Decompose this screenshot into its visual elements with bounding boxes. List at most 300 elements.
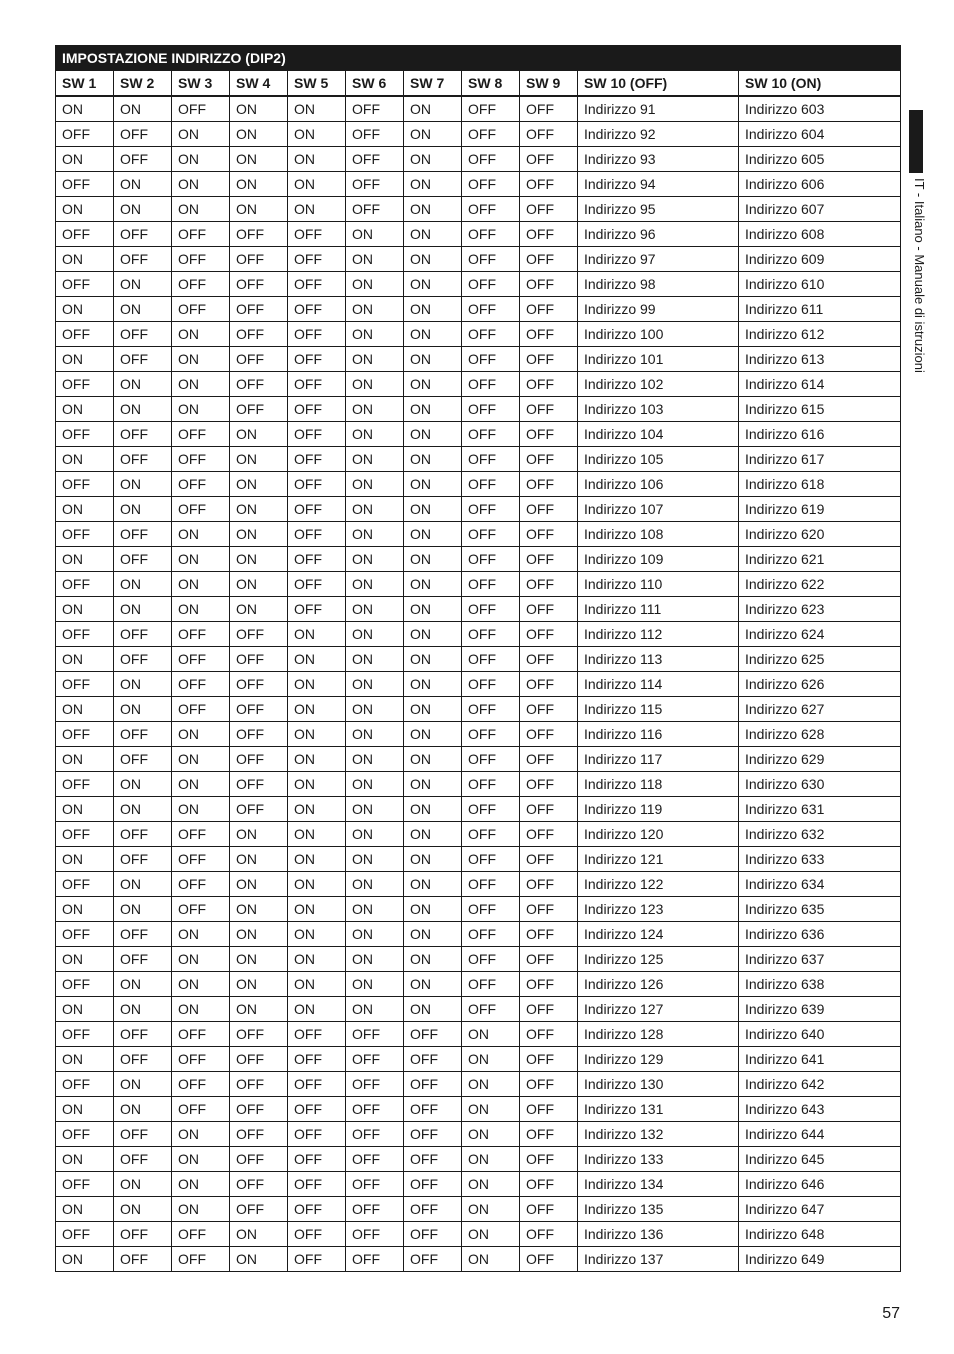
table-cell: OFF [114,1222,172,1247]
table-row [56,572,901,597]
table-cell: OFF [520,422,578,447]
table-cell: Indirizzo 120 [578,822,739,847]
table-cell: OFF [462,347,520,372]
table-cell: Indirizzo 646 [739,1172,901,1197]
table-cell: ON [346,322,404,347]
table-cell: Indirizzo 612 [739,322,901,347]
table-cell: OFF [462,447,520,472]
table-cell: ON [346,272,404,297]
table-row [56,1172,901,1197]
table-cell: ON [288,147,346,172]
table-cell: OFF [462,897,520,922]
table-cell: OFF [520,622,578,647]
table-cell: OFF [114,747,172,772]
table-row [56,1047,901,1072]
table-cell: OFF [114,222,172,247]
table-cell: ON [230,972,288,997]
table-cell: OFF [114,347,172,372]
table-cell: OFF [520,1122,578,1147]
table-cell: ON [462,1172,520,1197]
table-cell: OFF [114,822,172,847]
table-cell: ON [288,847,346,872]
table-cell: ON [230,997,288,1022]
table-cell: ON [404,647,462,672]
table-cell: Indirizzo 632 [739,822,901,847]
table-cell: Indirizzo 106 [578,472,739,497]
table-cell: OFF [520,1197,578,1222]
table-cell: ON [56,247,114,272]
table-cell: OFF [520,647,578,672]
table-cell: OFF [462,497,520,522]
table-cell: ON [404,897,462,922]
table-cell: OFF [56,922,114,947]
table-cell: OFF [346,147,404,172]
table-cell: ON [172,947,230,972]
table-cell: ON [230,572,288,597]
table-row [56,522,901,547]
table-cell: OFF [520,822,578,847]
table-cell: ON [172,747,230,772]
table-header-row [56,71,901,97]
table-cell: OFF [288,297,346,322]
table-cell: ON [462,1122,520,1147]
table-cell: ON [172,172,230,197]
table-cell: ON [346,672,404,697]
table-cell: OFF [346,1222,404,1247]
table-cell: OFF [114,247,172,272]
table-cell: OFF [56,272,114,297]
table-row [56,797,901,822]
table-cell: OFF [288,1097,346,1122]
table-cell: Indirizzo 126 [578,972,739,997]
table-cell: Indirizzo 625 [739,647,901,672]
table-cell: Indirizzo 114 [578,672,739,697]
table-cell: OFF [230,647,288,672]
table-cell: OFF [404,1022,462,1047]
table-cell: ON [346,947,404,972]
table-cell: ON [346,872,404,897]
column-header: SW 5 [288,71,346,97]
table-cell: OFF [230,222,288,247]
table-cell: ON [114,572,172,597]
table-cell: OFF [404,1047,462,1072]
table-cell: OFF [56,722,114,747]
table-cell: OFF [56,972,114,997]
table-cell: ON [56,747,114,772]
table-cell: OFF [462,547,520,572]
table-cell: OFF [114,122,172,147]
table-cell: OFF [520,472,578,497]
table-cell: OFF [288,1022,346,1047]
table-cell: ON [172,1122,230,1147]
table-cell: ON [230,597,288,622]
table-row [56,747,901,772]
table-cell: OFF [114,147,172,172]
table-cell: OFF [288,322,346,347]
column-header: SW 4 [230,71,288,97]
table-cell: OFF [56,772,114,797]
table-cell: OFF [462,272,520,297]
table-cell: OFF [520,1022,578,1047]
table-cell: ON [114,1072,172,1097]
table-cell: OFF [288,272,346,297]
table-cell: ON [404,622,462,647]
table-cell: Indirizzo 107 [578,497,739,522]
table-cell: OFF [288,1222,346,1247]
table-cell: Indirizzo 610 [739,272,901,297]
table-cell: OFF [404,1172,462,1197]
table-cell: ON [114,197,172,222]
table-row [56,1147,901,1172]
table-cell: OFF [56,1072,114,1097]
table-cell: OFF [288,572,346,597]
table-cell: OFF [172,422,230,447]
table-cell: Indirizzo 619 [739,497,901,522]
table-cell: ON [56,1097,114,1122]
column-header: SW 9 [520,71,578,97]
table-cell: OFF [346,1097,404,1122]
table-cell: OFF [520,947,578,972]
table-cell: Indirizzo 119 [578,797,739,822]
table-cell: ON [346,297,404,322]
table-cell: ON [56,1047,114,1072]
table-cell: ON [230,822,288,847]
table-cell: OFF [230,622,288,647]
table-cell: Indirizzo 626 [739,672,901,697]
table-cell: OFF [172,1222,230,1247]
table-cell: Indirizzo 132 [578,1122,739,1147]
table-cell: Indirizzo 134 [578,1172,739,1197]
table-cell: OFF [462,322,520,347]
table-cell: ON [288,922,346,947]
table-cell: OFF [520,772,578,797]
table-cell: Indirizzo 648 [739,1222,901,1247]
table-cell: OFF [230,797,288,822]
table-cell: Indirizzo 118 [578,772,739,797]
table-row [56,1222,901,1247]
table-cell: ON [172,722,230,747]
table-cell: Indirizzo 110 [578,572,739,597]
table-cell: OFF [114,1047,172,1072]
table-cell: Indirizzo 649 [739,1247,901,1272]
table-cell: OFF [462,572,520,597]
table-cell: ON [346,772,404,797]
column-header: SW 10 (ON) [739,71,901,97]
table-cell: ON [56,597,114,622]
table-row [56,147,901,172]
table-cell: Indirizzo 116 [578,722,739,747]
table-cell: ON [114,797,172,822]
table-cell: ON [56,497,114,522]
table-cell: ON [404,947,462,972]
table-cell: ON [56,697,114,722]
table-cell: OFF [520,797,578,822]
table-cell: OFF [172,1072,230,1097]
table-cell: OFF [520,522,578,547]
table-cell: ON [230,947,288,972]
table-cell: Indirizzo 102 [578,372,739,397]
table-cell: OFF [520,1047,578,1072]
table-cell: ON [230,172,288,197]
table-cell: Indirizzo 635 [739,897,901,922]
table-cell: Indirizzo 94 [578,172,739,197]
table-row [56,96,901,122]
table-cell: ON [404,972,462,997]
table-cell: ON [346,972,404,997]
table-cell: ON [172,1197,230,1222]
table-cell: ON [288,197,346,222]
table-cell: OFF [114,722,172,747]
table-cell: ON [288,122,346,147]
table-cell: ON [288,672,346,697]
table-cell: OFF [172,1097,230,1122]
table-cell: OFF [56,622,114,647]
table-cell: OFF [288,1047,346,1072]
column-header: SW 7 [404,71,462,97]
table-cell: OFF [288,447,346,472]
table-cell: OFF [462,622,520,647]
table-cell: OFF [114,1247,172,1272]
table-cell: Indirizzo 617 [739,447,901,472]
table-row [56,497,901,522]
table-cell: ON [404,222,462,247]
table-cell: OFF [520,572,578,597]
table-cell: OFF [462,997,520,1022]
table-cell: Indirizzo 644 [739,1122,901,1147]
table-cell: OFF [56,822,114,847]
table-cell: Indirizzo 128 [578,1022,739,1047]
table-cell: ON [56,347,114,372]
table-cell: ON [288,972,346,997]
table-body [56,96,901,1272]
table-cell: OFF [462,222,520,247]
table-cell: ON [56,96,114,122]
table-cell: ON [346,997,404,1022]
table-cell: OFF [172,847,230,872]
table-cell: Indirizzo 115 [578,697,739,722]
table-cell: Indirizzo 101 [578,347,739,372]
table-cell: ON [462,1072,520,1097]
table-cell: OFF [56,472,114,497]
table-cell: OFF [462,172,520,197]
table-row [56,322,901,347]
table-row [56,1247,901,1272]
table-cell: ON [114,672,172,697]
table-cell: OFF [172,447,230,472]
table-cell: OFF [520,922,578,947]
table-cell: OFF [172,1022,230,1047]
table-cell: OFF [56,1122,114,1147]
table-cell: ON [404,172,462,197]
table-row [56,247,901,272]
table-row [56,472,901,497]
table-cell: Indirizzo 611 [739,297,901,322]
table-cell: ON [404,297,462,322]
table-cell: Indirizzo 605 [739,147,901,172]
table-row [56,647,901,672]
table-cell: ON [404,822,462,847]
table-row [56,1197,901,1222]
table-cell: ON [230,422,288,447]
table-cell: OFF [288,372,346,397]
table-cell: OFF [114,547,172,572]
table-cell: ON [288,622,346,647]
table-cell: ON [230,472,288,497]
table-cell: ON [404,522,462,547]
table-cell: OFF [520,147,578,172]
table-cell: OFF [56,1022,114,1047]
table-cell: Indirizzo 103 [578,397,739,422]
table-cell: Indirizzo 108 [578,522,739,547]
table-cell: OFF [520,872,578,897]
table-cell: Indirizzo 643 [739,1097,901,1122]
table-row [56,972,901,997]
table-cell: OFF [230,672,288,697]
table-cell: ON [172,547,230,572]
table-row [56,872,901,897]
table-row [56,447,901,472]
column-header: SW 10 (OFF) [578,71,739,97]
table-cell: OFF [56,122,114,147]
table-cell: OFF [404,1197,462,1222]
table-cell: ON [404,397,462,422]
table-cell: ON [56,197,114,222]
table-row [56,172,901,197]
table-cell: Indirizzo 123 [578,897,739,922]
table-row [56,347,901,372]
table-cell: ON [230,96,288,122]
table-cell: ON [288,747,346,772]
table-cell: OFF [462,197,520,222]
table-cell: Indirizzo 117 [578,747,739,772]
table-cell: OFF [230,1172,288,1197]
table-cell: ON [56,647,114,672]
table-cell: OFF [346,1247,404,1272]
table-cell: ON [56,797,114,822]
table-cell: OFF [172,472,230,497]
table-cell: OFF [462,522,520,547]
table-cell: Indirizzo 136 [578,1222,739,1247]
table-cell: OFF [288,472,346,497]
table-cell: ON [346,622,404,647]
table-row [56,1022,901,1047]
table-cell: OFF [56,872,114,897]
table-cell: Indirizzo 113 [578,647,739,672]
table-cell: ON [346,347,404,372]
table-cell: Indirizzo 637 [739,947,901,972]
table-row [56,547,901,572]
table-cell: Indirizzo 104 [578,422,739,447]
table-cell: ON [346,747,404,772]
table-cell: OFF [172,697,230,722]
table-cell: OFF [288,1147,346,1172]
table-cell: ON [288,697,346,722]
table-cell: OFF [520,597,578,622]
table-cell: ON [404,847,462,872]
table-cell: ON [56,147,114,172]
table-cell: ON [56,1197,114,1222]
table-row [56,622,901,647]
table-cell: Indirizzo 125 [578,947,739,972]
table-cell: ON [404,997,462,1022]
table-cell: OFF [172,297,230,322]
table-cell: Indirizzo 96 [578,222,739,247]
table-cell: OFF [230,722,288,747]
table-cell: OFF [462,372,520,397]
table-cell: ON [404,797,462,822]
table-cell: ON [114,772,172,797]
table-title: IMPOSTAZIONE INDIRIZZO (DIP2) [56,46,901,71]
table-cell: OFF [56,522,114,547]
table-cell: Indirizzo 620 [739,522,901,547]
table-cell: OFF [114,322,172,347]
table-cell: OFF [462,597,520,622]
table-cell: Indirizzo 613 [739,347,901,372]
table-cell: ON [230,922,288,947]
table-row [56,897,901,922]
table-cell: ON [288,172,346,197]
table-cell: ON [230,847,288,872]
table-cell: OFF [114,447,172,472]
table-cell: ON [172,197,230,222]
table-cell: OFF [56,422,114,447]
column-header: SW 8 [462,71,520,97]
table-cell: Indirizzo 633 [739,847,901,872]
table-cell: OFF [520,96,578,122]
table-cell: ON [114,1197,172,1222]
table-cell: OFF [520,322,578,347]
table-cell: Indirizzo 135 [578,1197,739,1222]
table-cell: ON [288,797,346,822]
table-cell: OFF [520,447,578,472]
table-cell: Indirizzo 92 [578,122,739,147]
table-cell: OFF [288,397,346,422]
table-cell: OFF [462,647,520,672]
table-cell: OFF [172,272,230,297]
table-cell: ON [288,822,346,847]
table-cell: OFF [520,222,578,247]
table-cell: ON [404,347,462,372]
table-cell: OFF [520,272,578,297]
side-tab-marker [909,110,923,173]
table-cell: Indirizzo 129 [578,1047,739,1072]
table-cell: OFF [520,497,578,522]
table-cell: ON [404,597,462,622]
table-cell: ON [346,822,404,847]
table-cell: Indirizzo 99 [578,297,739,322]
table-cell: Indirizzo 130 [578,1072,739,1097]
table-cell: OFF [404,1097,462,1122]
table-cell: ON [114,697,172,722]
table-cell: OFF [56,572,114,597]
table-cell: OFF [56,1222,114,1247]
table-cell: Indirizzo 606 [739,172,901,197]
table-cell: ON [404,922,462,947]
table-cell: Indirizzo 603 [739,96,901,122]
table-cell: OFF [230,1072,288,1097]
table-cell: ON [346,397,404,422]
table-cell: OFF [346,1147,404,1172]
dip2-address-table [55,45,901,1272]
column-header: SW 3 [172,71,230,97]
table-cell: ON [114,397,172,422]
table-cell: Indirizzo 629 [739,747,901,772]
table-cell: ON [404,772,462,797]
table-cell: ON [230,1247,288,1272]
table-cell: ON [56,297,114,322]
table-cell: OFF [288,1197,346,1222]
table-cell: Indirizzo 641 [739,1047,901,1072]
